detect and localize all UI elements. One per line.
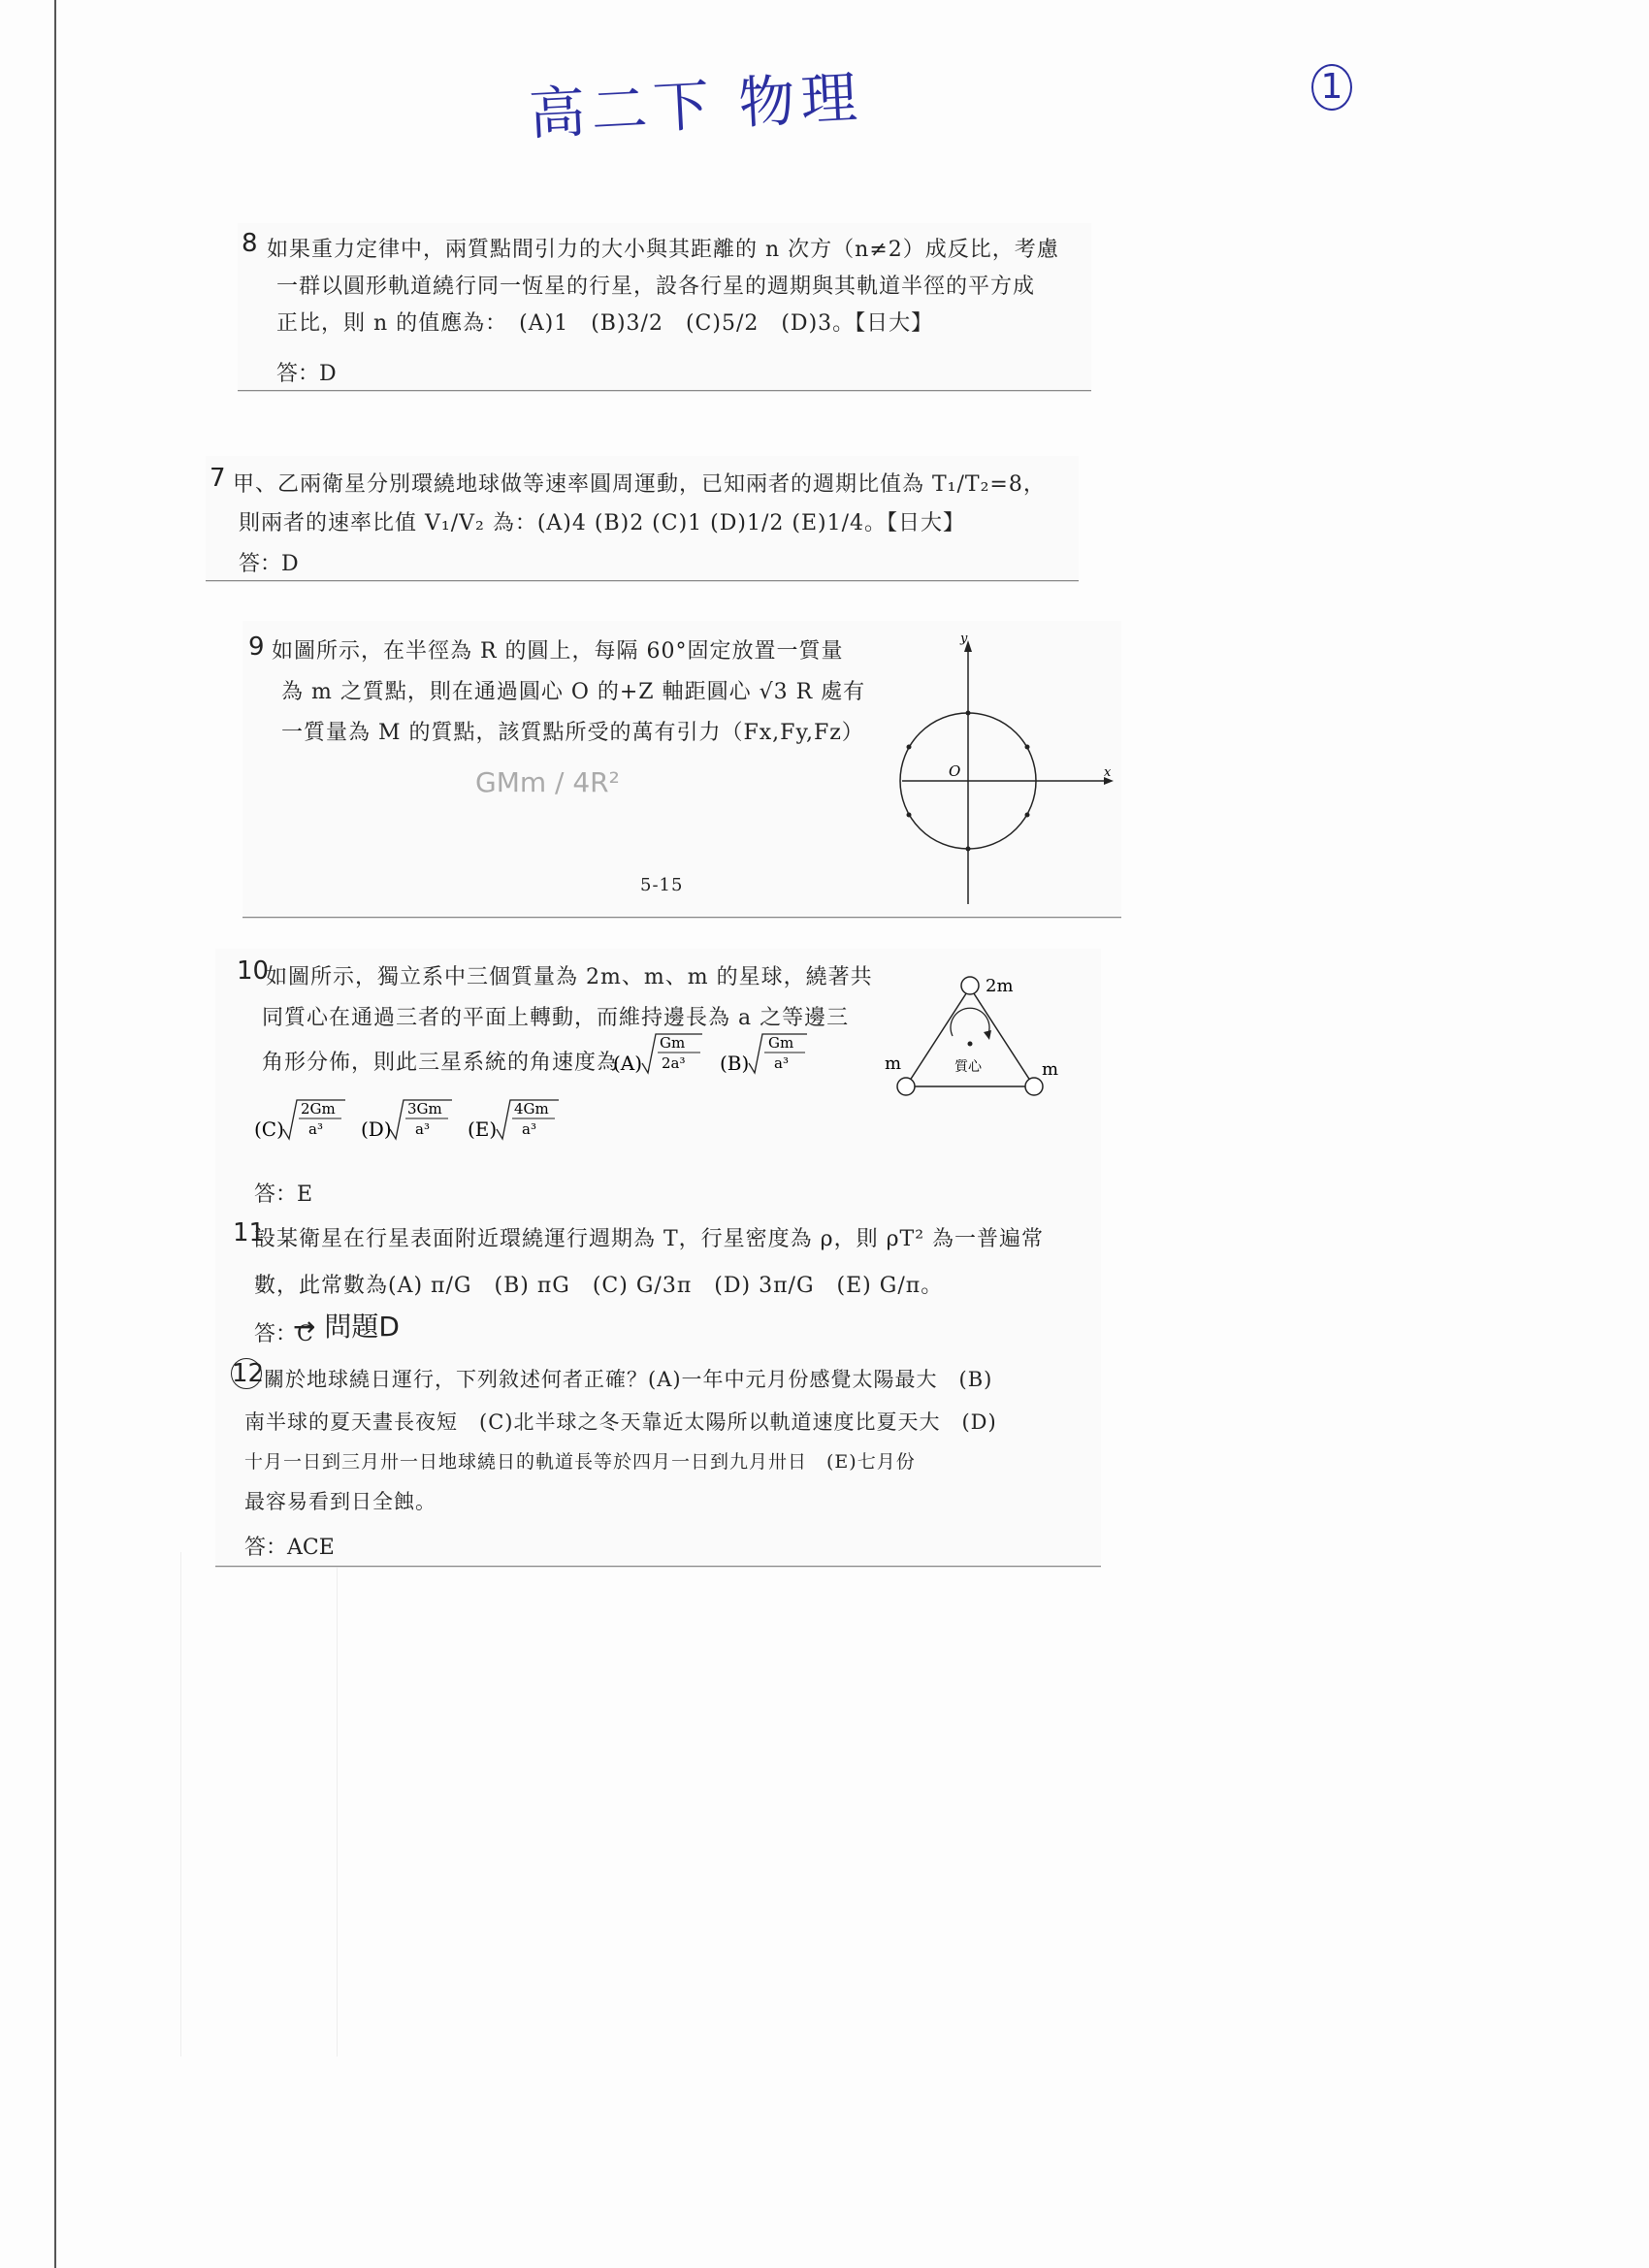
question-line: 正比，則 n 的值應為： (A)1 (B)3/2 (C)5/2 (D)3。【日大】 bbox=[276, 311, 934, 336]
handwritten-annotation: → 問題D bbox=[293, 1311, 400, 1343]
option-label: (D) bbox=[361, 1118, 392, 1141]
question-clip-8 bbox=[238, 223, 1091, 391]
question-clip-7 bbox=[206, 456, 1079, 581]
answer-text: 答：C bbox=[254, 1322, 313, 1346]
page-number-mark: 1 bbox=[1311, 64, 1352, 111]
option-label: (E) bbox=[468, 1118, 498, 1141]
question-line: 一群以圓形軌道繞行同一恆星的行星，設各行星的週期與其軌道半徑的平方成 bbox=[276, 275, 1036, 299]
option-numerator: 2Gm bbox=[301, 1100, 336, 1118]
page-edge-line bbox=[54, 0, 56, 2268]
angular-velocity-options bbox=[244, 1026, 846, 1152]
option-denominator: a³ bbox=[308, 1120, 323, 1138]
page-number: 5-15 bbox=[640, 875, 684, 895]
question-line: 如圖所示，獨立系中三個質量為 2m、m、m 的星球，繞著共 bbox=[266, 965, 873, 989]
center-of-mass-label: 質心 bbox=[954, 1059, 982, 1075]
y-axis-label: y bbox=[960, 632, 968, 646]
question-line: 則兩者的速率比值 V₁/V₂ 為：(A)4 (B)2 (C)1 (D)1/2 (E)1/4。【日大】 bbox=[239, 511, 966, 535]
question-number: 12 bbox=[232, 1359, 265, 1388]
question-line: 角形分佈，則此三星系統的角速度為 bbox=[262, 1051, 620, 1075]
question-number: 7 bbox=[210, 464, 226, 493]
option-numerator: 3Gm bbox=[407, 1100, 442, 1118]
question-line: 為 m 之質點，則在通過圓心 O 的+Z 軸距圓心 √3 R 處有 bbox=[281, 680, 866, 704]
faint-ruled-area bbox=[180, 1552, 338, 2057]
top-mass-label: 2m bbox=[986, 976, 1014, 996]
question-line: 關於地球繞日運行，下列敘述何者正確？(A)一年中元月份感覺太陽最大 (B) bbox=[264, 1368, 993, 1391]
question-clip-9 bbox=[242, 621, 1121, 918]
option-label: (B) bbox=[720, 1052, 750, 1075]
option-denominator: a³ bbox=[415, 1120, 430, 1138]
question-line: 如圖所示，在半徑為 R 的圓上，每隔 60°固定放置一質量 bbox=[272, 639, 844, 664]
x-axis-label: x bbox=[1104, 765, 1112, 780]
question-line: 一質量為 M 的質點，該質點所受的萬有引力（Fx,Fy,Fz） bbox=[281, 721, 864, 745]
question-line: 甲、乙兩衛星分別環繞地球做等速率圓周運動，已知兩者的週期比值為 T₁/T₂=8， bbox=[233, 472, 1046, 497]
question-line: 設某衛星在行星表面附近環繞運行週期為 T，行星密度為 ρ，則 ρT² 為一普遍常 bbox=[254, 1227, 1045, 1251]
question-line: 最容易看到日全蝕。 bbox=[244, 1490, 436, 1513]
circle-diagram bbox=[883, 631, 1116, 907]
left-mass-label: m bbox=[885, 1053, 902, 1074]
option-numerator: 4Gm bbox=[514, 1100, 549, 1118]
question-line: 同質心在通過三者的平面上轉動，而維持邊長為 a 之等邊三 bbox=[262, 1006, 850, 1030]
question-line: 如果重力定律中，兩質點間引力的大小與其距離的 n 次方（n≠2）成反比，考慮 bbox=[267, 238, 1059, 262]
question-clip-10-12 bbox=[215, 949, 1101, 1567]
question-number: 10 bbox=[237, 956, 270, 986]
question-line: 十月一日到三月卅一日地球繞日的軌道長等於四月一日到九月卅日 (E)七月份 bbox=[244, 1451, 916, 1473]
question-number: 11 bbox=[233, 1218, 266, 1247]
option-numerator: Gm bbox=[768, 1034, 794, 1052]
option-label: (A) bbox=[613, 1052, 643, 1075]
question-line: 數，此常數為(A) π/G (B) πG (C) G/3π (D) 3π/G (E) G/π。 bbox=[254, 1274, 944, 1298]
option-denominator: a³ bbox=[774, 1054, 789, 1072]
question-line: 南半球的夏天晝長夜短 (C)北半球之冬天靠近太陽所以軌道速度比夏天大 (D) bbox=[244, 1410, 997, 1434]
answer-text: 答：ACE bbox=[244, 1536, 335, 1560]
question-number: 9 bbox=[248, 632, 265, 662]
triangle-diagram bbox=[885, 968, 1079, 1114]
handwritten-title: 高二下 物理 bbox=[527, 64, 865, 147]
option-numerator: Gm bbox=[660, 1034, 686, 1052]
option-label: (C) bbox=[254, 1118, 284, 1141]
question-number: 8 bbox=[242, 229, 258, 258]
answer-text: 答：D bbox=[239, 552, 299, 576]
answer-text: 答：D bbox=[276, 362, 337, 386]
right-mass-label: m bbox=[1042, 1059, 1059, 1080]
option-denominator: a³ bbox=[522, 1120, 536, 1138]
origin-label: O bbox=[949, 762, 961, 780]
option-denominator: 2a³ bbox=[662, 1054, 686, 1072]
pencil-scribble: GMm / 4R² bbox=[475, 766, 620, 798]
answer-text: 答：E bbox=[254, 1183, 313, 1207]
